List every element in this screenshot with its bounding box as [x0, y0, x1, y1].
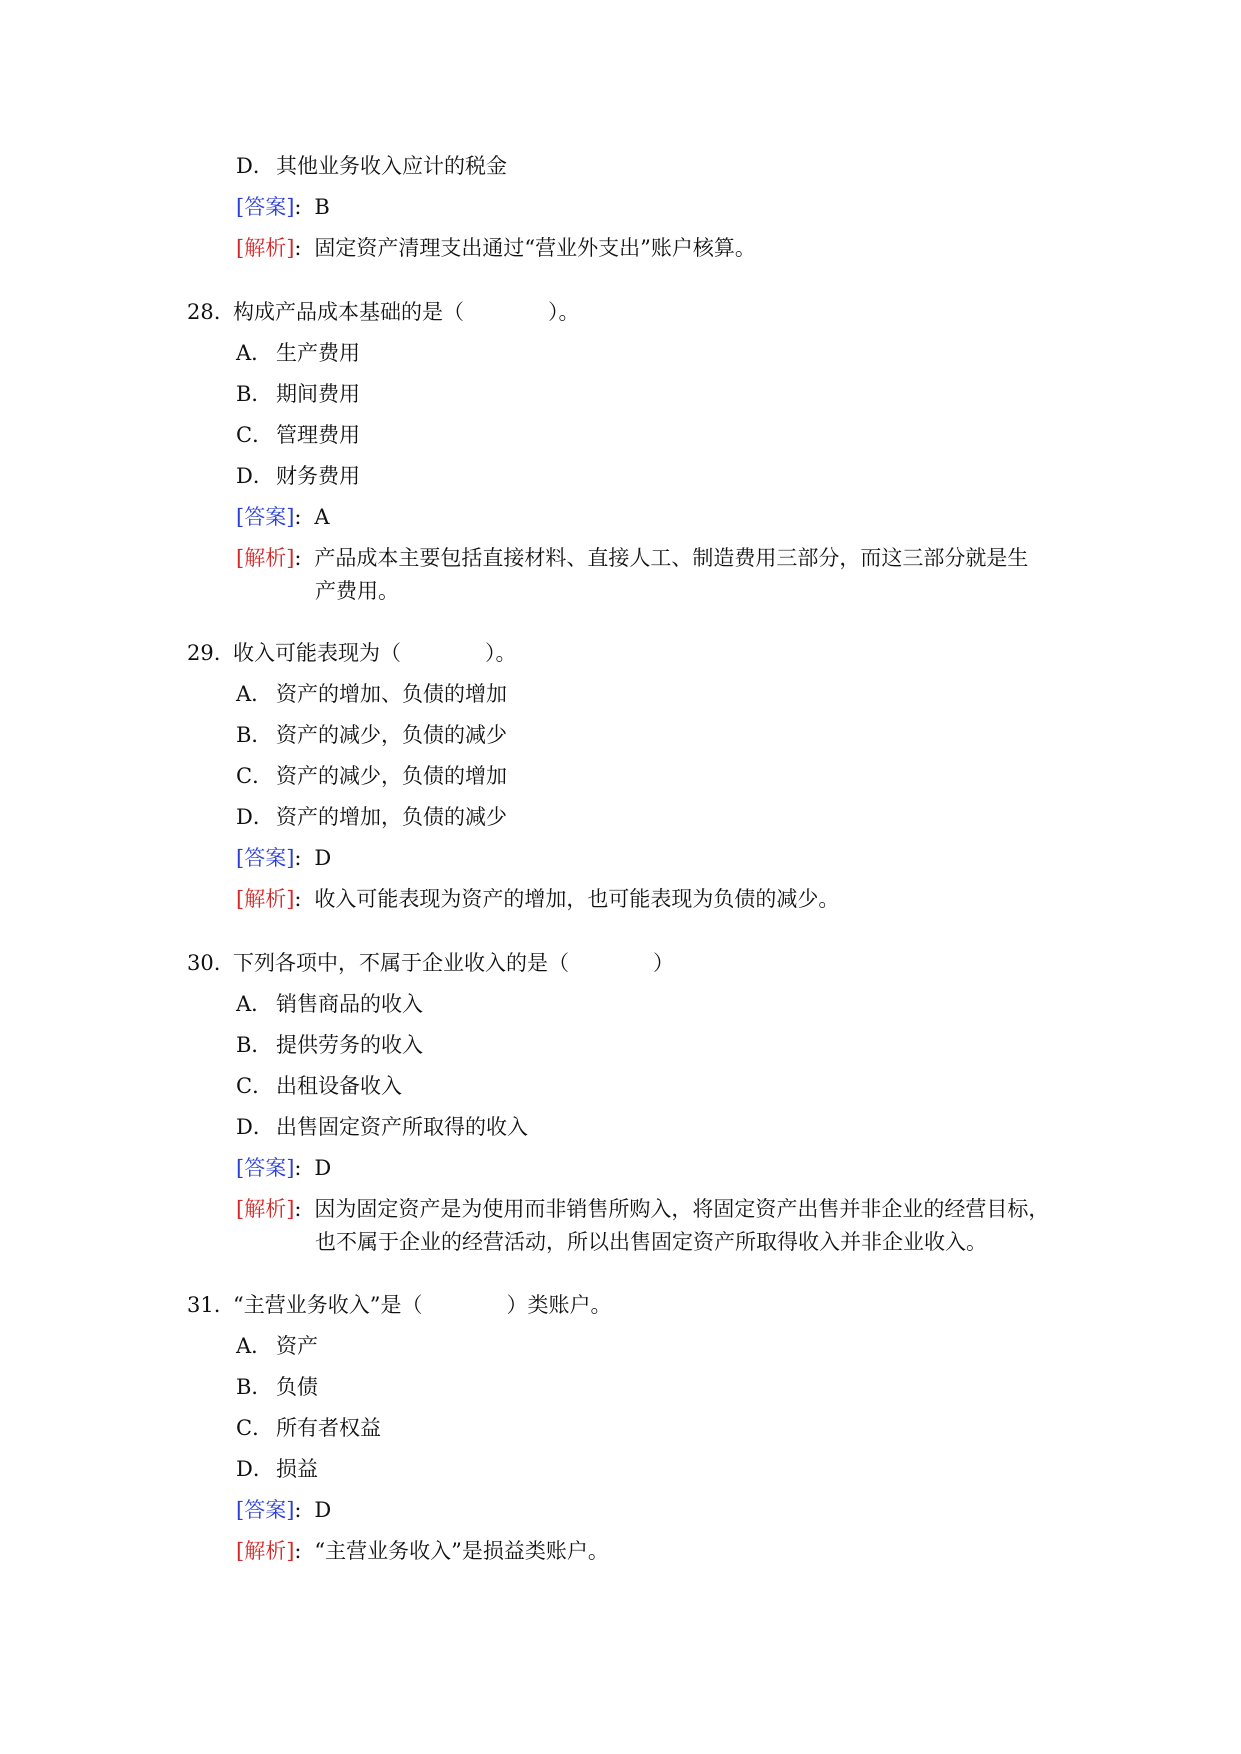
option-text: 提供劳务的收入 — [276, 1033, 423, 1057]
analysis-colon: : — [294, 887, 302, 911]
option-label: A． — [236, 992, 273, 1016]
answer-tag: [答案] — [236, 1156, 295, 1180]
analysis-text: 产费用。 — [315, 579, 399, 603]
analysis-tag: [解析] — [236, 887, 295, 911]
answer-tag: [答案] — [236, 505, 295, 529]
answer-line — [236, 843, 331, 873]
option-label: B． — [236, 1375, 273, 1399]
answer-tag: [答案] — [236, 195, 295, 219]
analysis-line — [236, 233, 756, 263]
option-a — [236, 338, 360, 368]
analysis-continuation — [315, 576, 399, 606]
option-label: A． — [236, 682, 273, 706]
answer-line — [236, 1153, 331, 1183]
option-text: 财务费用 — [276, 464, 360, 488]
answer-line — [236, 192, 330, 222]
option-text: 销售商品的收入 — [276, 992, 423, 1016]
question-text: 构成产品成本基础的是（ ）。 — [233, 300, 580, 324]
option-label: C． — [236, 423, 274, 447]
option-a — [236, 989, 423, 1019]
question-number: 31. — [187, 1293, 221, 1317]
option-label: C． — [236, 764, 274, 788]
analysis-tag: [解析] — [236, 1197, 295, 1221]
question-stem — [187, 297, 580, 327]
analysis-text: 因为固定资产是为使用而非销售所购入，将固定资产出售并非企业的经营目标， — [314, 1197, 1050, 1221]
analysis-line — [236, 1194, 1049, 1224]
question-number: 30. — [187, 951, 221, 975]
option-text: 资产的增加、负债的增加 — [276, 682, 507, 706]
answer-value: D — [314, 846, 332, 870]
question-text: “主营业务收入”是（ ）类账户。 — [233, 1293, 612, 1317]
option-d — [236, 1112, 528, 1142]
answer-tag: [答案] — [236, 846, 295, 870]
answer-value: B — [314, 195, 330, 219]
option-text: 期间费用 — [276, 382, 360, 406]
analysis-colon: : — [294, 236, 302, 260]
option-label: B． — [236, 723, 273, 747]
option-label: D． — [236, 805, 274, 829]
analysis-text: “主营业务收入”是损益类账户。 — [314, 1539, 609, 1563]
analysis-line — [236, 884, 839, 914]
option-c — [236, 1071, 402, 1101]
option-b — [236, 720, 507, 750]
option-text: 资产 — [276, 1334, 318, 1358]
option-text: 负债 — [276, 1375, 318, 1399]
option-text: 出租设备收入 — [276, 1074, 402, 1098]
analysis-colon: : — [294, 1197, 302, 1221]
option-label: C． — [236, 1074, 274, 1098]
analysis-text: 产品成本主要包括直接材料、直接人工、制造费用三部分，而这三部分就是生 — [314, 546, 1029, 570]
option-text: 生产费用 — [276, 341, 360, 365]
analysis-text: 固定资产清理支出通过“营业外支出”账户核算。 — [314, 236, 756, 260]
option-b — [236, 379, 360, 409]
option-text: 资产的减少，负债的增加 — [276, 764, 507, 788]
option-label: A． — [236, 341, 273, 365]
answer-value: A — [314, 505, 330, 529]
option-d — [236, 1454, 318, 1484]
option-text: 出售固定资产所取得的收入 — [276, 1115, 528, 1139]
option-c — [236, 1413, 381, 1443]
option-d — [236, 151, 507, 181]
answer-colon: : — [294, 195, 302, 219]
option-b — [236, 1372, 318, 1402]
question-stem — [187, 948, 674, 978]
analysis-tag: [解析] — [236, 236, 295, 260]
option-label: A． — [236, 1334, 273, 1358]
option-label: B． — [236, 1033, 273, 1057]
answer-line — [236, 502, 330, 532]
question-text: 下列各项中，不属于企业收入的是（ ） — [233, 951, 674, 975]
option-b — [236, 1030, 423, 1060]
option-d — [236, 461, 360, 491]
option-label: B． — [236, 382, 273, 406]
answer-colon: : — [294, 505, 302, 529]
answer-line — [236, 1495, 331, 1525]
analysis-text: 收入可能表现为资产的增加，也可能表现为负债的减少。 — [314, 887, 840, 911]
option-text: 管理费用 — [276, 423, 360, 447]
option-text: 资产的减少，负债的减少 — [276, 723, 507, 747]
option-a — [236, 1331, 318, 1361]
analysis-line — [236, 1536, 609, 1566]
answer-tag: [答案] — [236, 1498, 295, 1522]
analysis-line — [236, 543, 1028, 573]
option-label: D． — [236, 154, 274, 178]
option-text: 资产的增加，负债的减少 — [276, 805, 507, 829]
option-text: 其他业务收入应计的税金 — [276, 154, 507, 178]
analysis-tag: [解析] — [236, 546, 295, 570]
question-text: 收入可能表现为（ ）。 — [233, 641, 517, 665]
option-d — [236, 802, 507, 832]
option-text: 损益 — [276, 1457, 318, 1481]
analysis-text: 也不属于企业的经营活动，所以出售固定资产所取得收入并非企业收入。 — [315, 1230, 987, 1254]
question-stem — [187, 638, 517, 668]
option-text: 所有者权益 — [276, 1416, 381, 1440]
option-label: D． — [236, 1457, 274, 1481]
analysis-continuation — [315, 1227, 987, 1257]
option-label: D． — [236, 1115, 274, 1139]
analysis-tag: [解析] — [236, 1539, 295, 1563]
answer-value: D — [314, 1156, 332, 1180]
question-stem — [187, 1290, 611, 1320]
answer-colon: : — [294, 1156, 302, 1180]
question-number: 28. — [187, 300, 221, 324]
question-number: 29. — [187, 641, 221, 665]
answer-colon: : — [294, 1498, 302, 1522]
option-label: C． — [236, 1416, 274, 1440]
option-a — [236, 679, 507, 709]
analysis-colon: : — [294, 1539, 302, 1563]
option-c — [236, 420, 360, 450]
analysis-colon: : — [294, 546, 302, 570]
option-label: D． — [236, 464, 274, 488]
option-c — [236, 761, 507, 791]
answer-value: D — [314, 1498, 332, 1522]
answer-colon: : — [294, 846, 302, 870]
